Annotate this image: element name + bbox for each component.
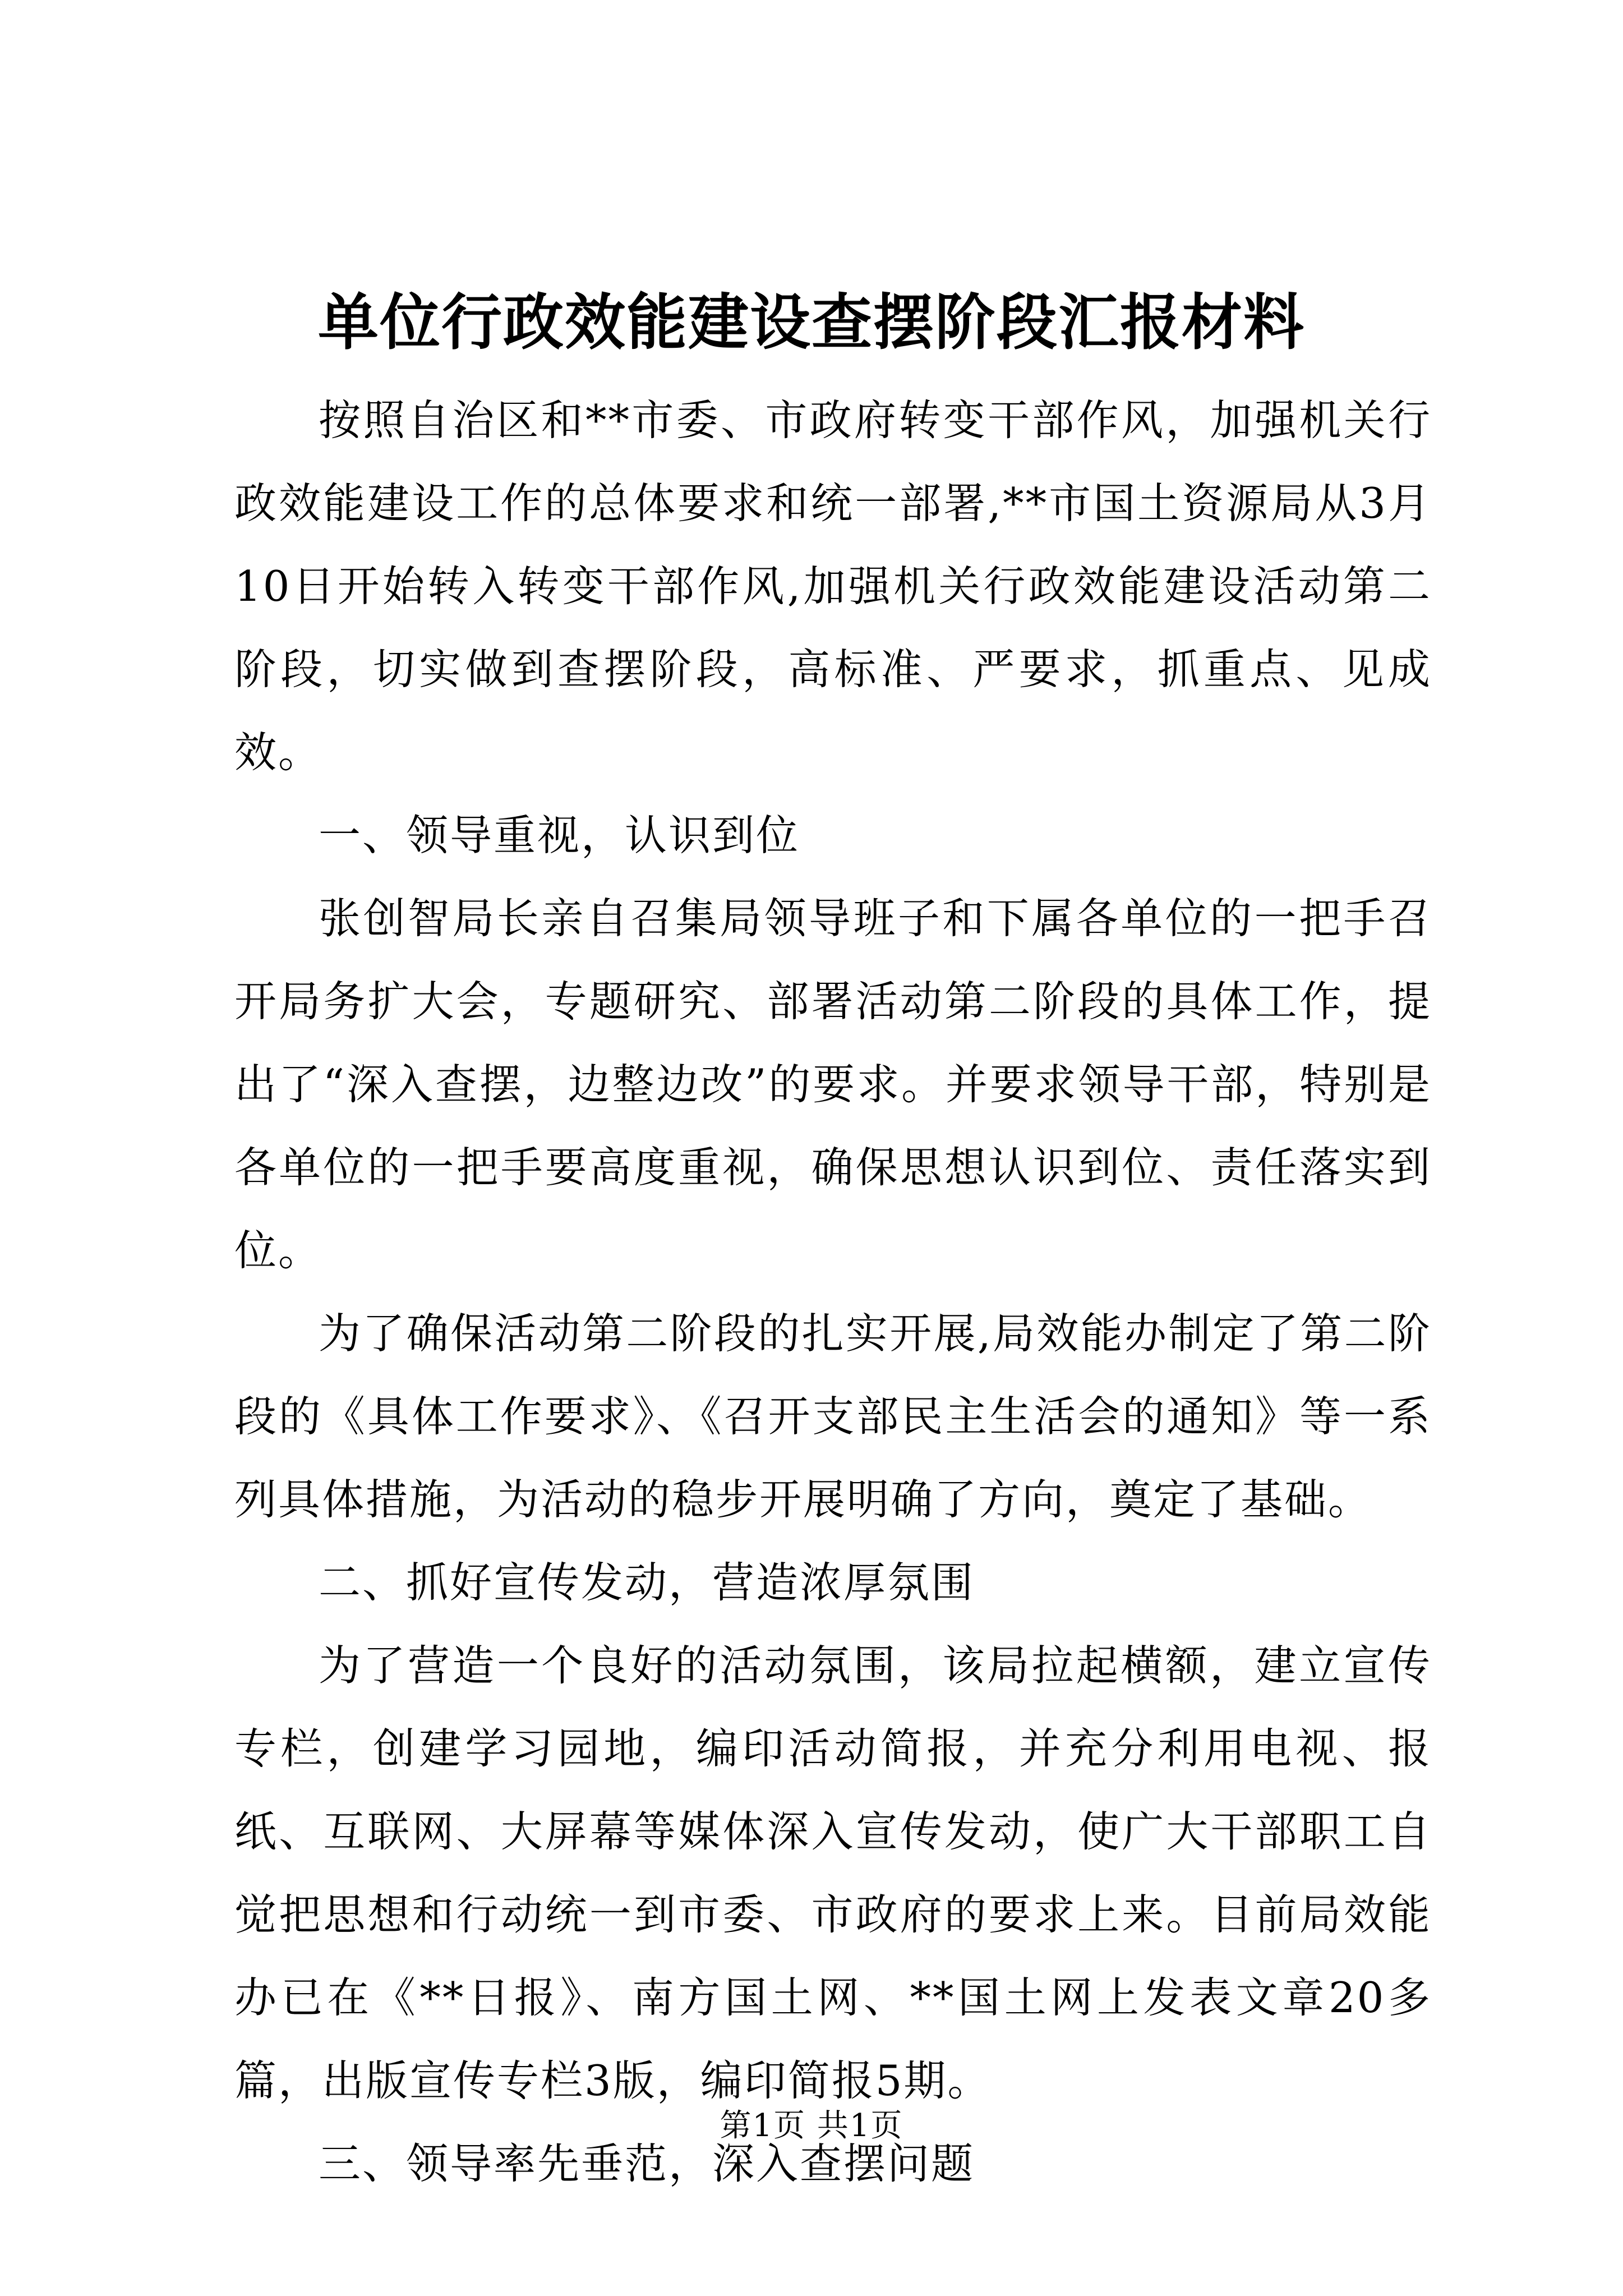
paragraph-measures: 为了确保活动第二阶段的扎实开展,局效能办制定了第二阶段的《具体工作要求》、《召开支部民主生活会的通知》等一系列具体措施，为活动的稳步开展明确了方向，奠定了基础。 <box>234 1309 1432 1524</box>
section-heading-1: 一、领导重视，认识到位 <box>319 811 800 860</box>
page-footer: 第1页 共1页 <box>720 2108 903 2144</box>
document-body <box>234 379 1432 2205</box>
paragraph-intro: 按照自治区和**市委、市政府转变干部作风，加强机关行政效能建设工作的总体要求和统一部署,**市国土资源局从3月10日开始转入转变干部作风,加强机关行政效能建设活动第二阶段，切实做到查摆阶段，高标准、严要求，抓重点、见成效。 <box>234 395 1432 777</box>
section-heading-2: 二、抓好宣传发动，营造浓厚氛围 <box>319 1558 975 1607</box>
paragraph-leadership: 张创智局长亲自召集局领导班子和下属各单位的一把手召开局务扩大会，专题研究、部署活动第二阶段的具体工作，提出了“深入查摆，边整边改”的要求。并要求领导干部，特别是各单位的一把手要高度重视，确保思想认识到位、责任落实到位。 <box>234 894 1432 1275</box>
section-heading-3: 三、领导率先垂范，深入查摆问题 <box>319 2139 975 2188</box>
paragraph-publicity: 为了营造一个良好的活动氛围，该局拉起横额，建立宣传专栏，创建学习园地，编印活动简报，并充分利用电视、报纸、互联网、大屏幕等媒体深入宣传发动，使广大干部职工自觉把思想和行动统一到市委、市政府的要求上来。目前局效能办已在《**日报》、南方国土网、**国土网上发表文章20多篇，出版宣传专栏3版，编印简报5期。 <box>234 1641 1432 2105</box>
document-title: 单位行政效能建设查摆阶段汇报材料 <box>317 287 1305 358</box>
